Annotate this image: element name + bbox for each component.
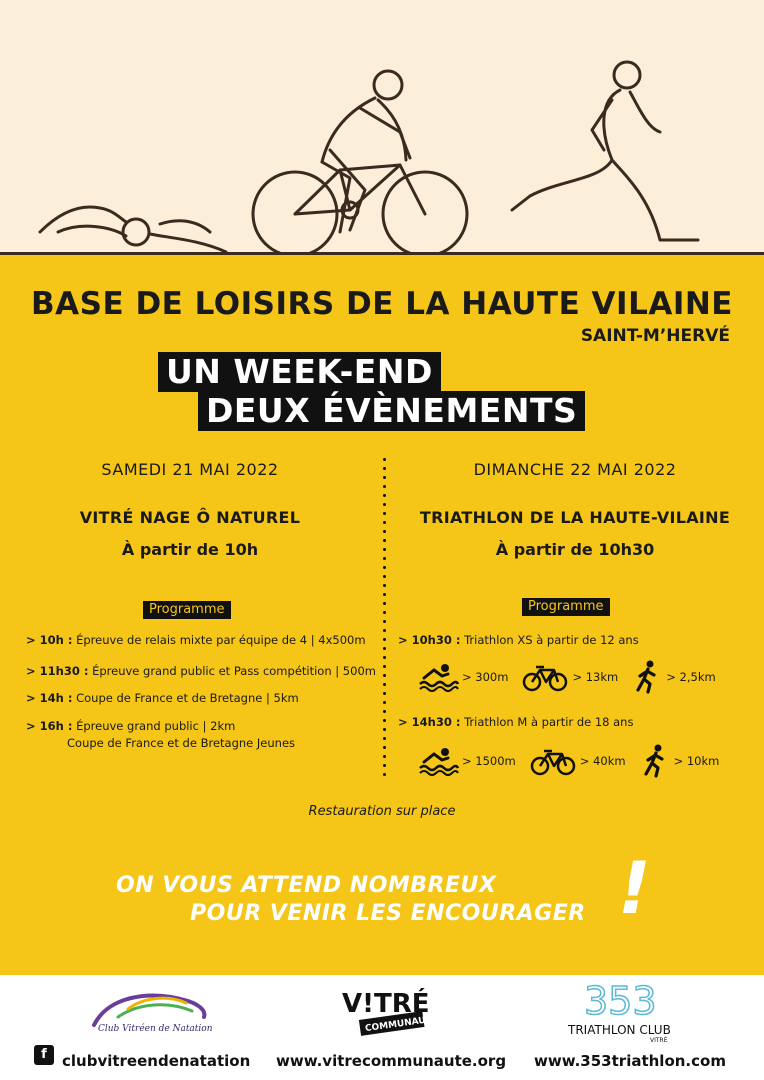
tri-logo-sub: VITRÉ (650, 1037, 668, 1044)
right-event-date: DIMANCHE 22 MAI 2022 (473, 460, 677, 479)
program-item-time: > 10h : (26, 633, 73, 647)
swim-icon (418, 746, 458, 776)
left-event-date: SAMEDI 21 MAI 2022 (101, 460, 279, 479)
facebook-link[interactable]: clubvitreendenatation (62, 1052, 251, 1070)
left-event-title: VITRÉ NAGE Ô NATUREL (79, 508, 301, 527)
swim-distance: > 300m (462, 670, 509, 684)
exclamation-mark: ! (618, 846, 651, 930)
program-item-subtext: Coupe de France et de Bretagne Jeunes (67, 736, 296, 750)
venue-title: BASE DE LOISIRS DE LA HAUTE VILAINE (31, 286, 733, 322)
run-icon (640, 744, 670, 778)
bike-distance: > 13km (572, 670, 619, 684)
vitre-logo-sub: COMMUNAUTÉ (364, 1014, 439, 1035)
race-item (398, 633, 639, 647)
run-distance: > 2,5km (666, 670, 716, 684)
cyclist-figure (253, 71, 467, 256)
race-distances (418, 660, 730, 694)
program-item-time: > 14h : (26, 691, 73, 705)
swim-distance: > 1500m (462, 754, 516, 768)
program-item-time: > 11h30 : (26, 664, 89, 678)
triathlon-club-logo (566, 978, 690, 1044)
tri-logo-number: 353 (584, 979, 657, 1023)
right-programme-label: Programme (522, 598, 610, 616)
race-item (398, 715, 633, 729)
race-text: Triathlon M à partir de 18 ans (460, 715, 634, 729)
dotted-divider (383, 455, 386, 780)
bike-icon (522, 662, 568, 692)
vitre-website-link[interactable]: www.vitrecommunaute.org (276, 1052, 507, 1070)
right-event-time: À partir de 10h30 (495, 540, 655, 559)
tri-logo-text: TRIATHLON CLUB (568, 1023, 671, 1037)
program-item-text: Coupe de France et de Bretagne | 5km (72, 691, 299, 705)
race-text: Triathlon XS à partir de 12 ans (460, 633, 639, 647)
restauration-note: Restauration sur place (308, 804, 456, 819)
program-item-text: Épreuve de relais mixte par équipe de 4 | 4x500m (72, 633, 366, 647)
program-item-time: > 16h : (26, 719, 73, 733)
closing-line-2: POUR VENIR LES ENCOURAGER (190, 901, 586, 926)
program-item-text: Épreuve grand public | 2km (72, 719, 236, 733)
race-time: > 10h30 : (398, 633, 461, 647)
race-time: > 14h30 : (398, 715, 461, 729)
venue-subtitle: SAINT-M’HERVÉ (580, 326, 730, 346)
club-logo-text: Club Vitréen de Natation (98, 1024, 213, 1034)
right-event-title: TRIATHLON DE LA HAUTE-VILAINE (419, 508, 731, 527)
club-natation-logo (88, 987, 212, 1037)
program-item (26, 664, 376, 678)
bike-icon (530, 746, 576, 776)
vitre-logo-text: V!TRÉ (342, 989, 430, 1019)
race-distances (418, 744, 733, 778)
triathletes-illustration (0, 0, 764, 254)
left-programme-label: Programme (143, 601, 231, 619)
program-item (26, 691, 299, 705)
left-event-time: À partir de 10h (121, 540, 259, 559)
banner-line-2: DEUX ÉVÈNEMENTS (198, 391, 585, 431)
bike-distance: > 40km (579, 754, 626, 768)
program-item-text: Épreuve grand public et Pass compétition | 500m (88, 664, 376, 678)
closing-line-1: ON VOUS ATTEND NOMBREUX (116, 873, 497, 898)
swimmer-figure (40, 207, 226, 252)
illustration-band (0, 0, 764, 254)
triathlon-website-link[interactable]: www.353triathlon.com (534, 1052, 726, 1070)
vitre-communaute-logo (338, 982, 439, 1038)
run-distance: > 10km (673, 754, 720, 768)
swim-icon (418, 662, 458, 692)
run-icon (632, 660, 662, 694)
program-item (26, 633, 366, 647)
facebook-icon[interactable]: f (34, 1045, 54, 1065)
banner-line-1: UN WEEK-END (158, 352, 441, 392)
program-item (26, 719, 295, 750)
runner-figure (512, 62, 698, 240)
